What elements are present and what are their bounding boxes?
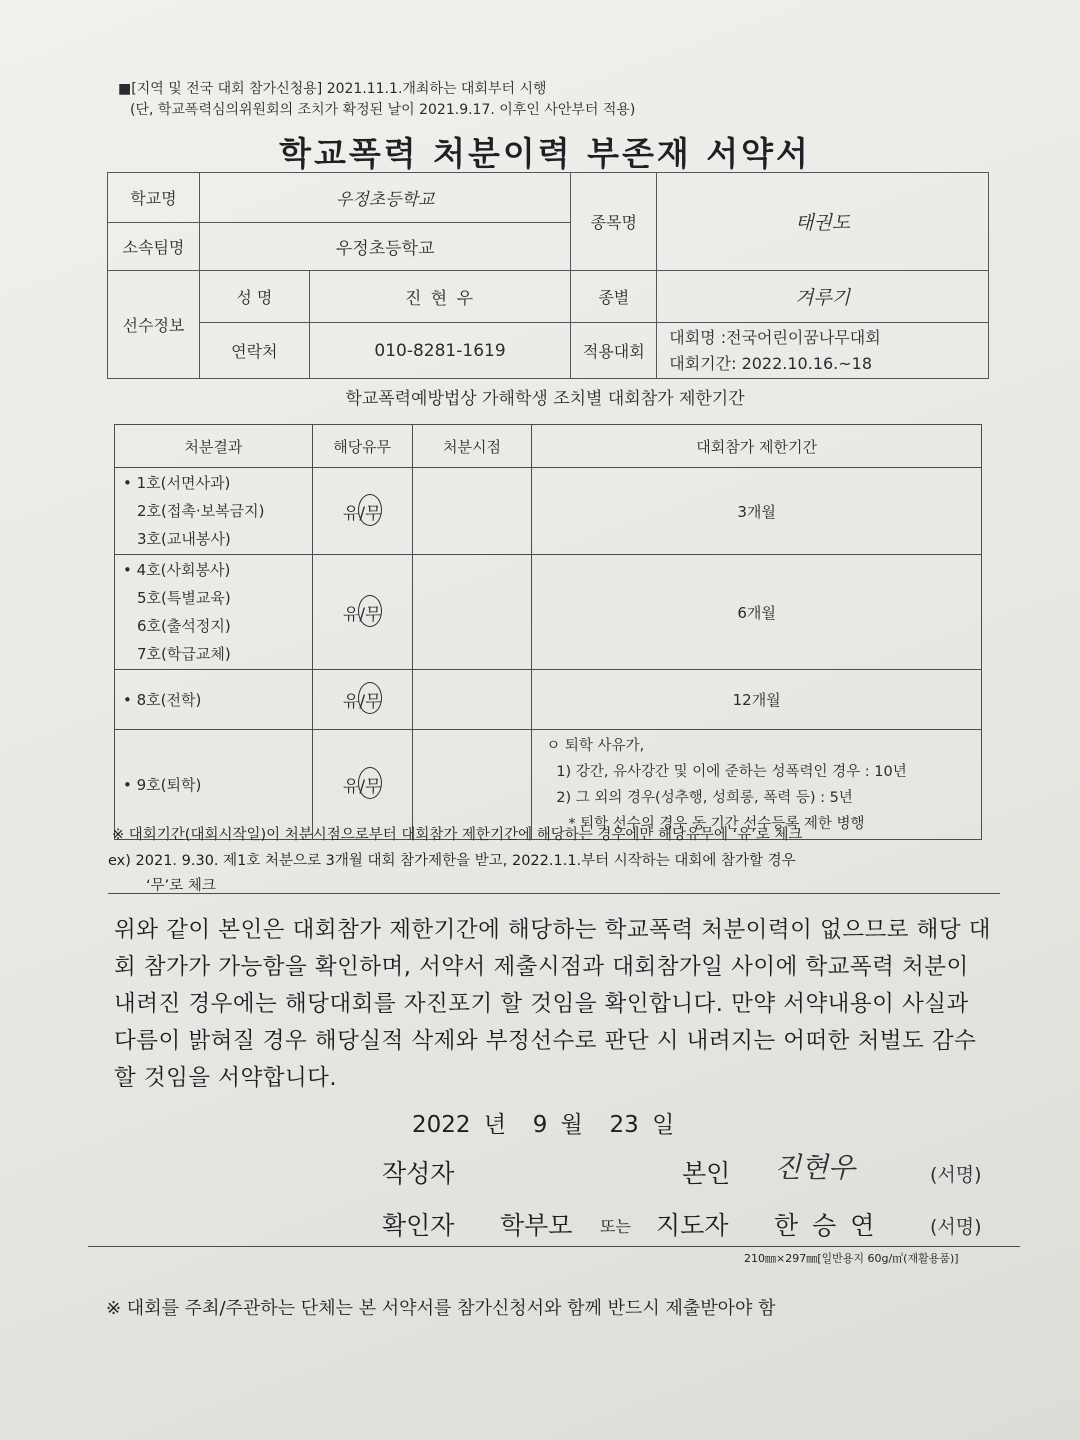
sanction-item: • 4호(사회봉사) bbox=[123, 561, 231, 579]
sanction-time-cell bbox=[412, 468, 532, 555]
competition-period: 대회기간: 2022.10.16.~18 bbox=[669, 353, 873, 373]
event-value: 겨루기 bbox=[657, 271, 989, 323]
self-label: 본인 bbox=[682, 1159, 731, 1188]
yes-no-text: 유/무 bbox=[342, 503, 382, 524]
period-line: * 퇴학 선수의 경우 동 기간 선수등록 제한 병행 bbox=[568, 815, 865, 832]
period-cell: 6개월 bbox=[532, 555, 982, 670]
coach-label: 지도자 bbox=[656, 1211, 729, 1240]
header-result: 처분결과 bbox=[115, 425, 313, 468]
sanction-heading: 학교폭력예방법상 가해학생 조치별 대회참가 제한기간 bbox=[345, 389, 745, 409]
writer-label: 작성자 bbox=[382, 1159, 455, 1188]
team-value: 우정초등학교 bbox=[199, 223, 570, 271]
applicable-mark bbox=[312, 555, 412, 670]
applicable-mark bbox=[312, 670, 412, 730]
period-line: 2) 그 외의 경우(성추행, 성희롱, 폭력 등) : 5년 bbox=[556, 789, 853, 806]
or-label: 또는 bbox=[600, 1217, 631, 1236]
footnote-1: ※ 대회기간(대회시작일)이 처분시점으로부터 대회참가 제한기간에 해당하는 경우에만 해당유무에 ‘유’로 체크 bbox=[112, 827, 803, 843]
yes-no-text: 유/무 bbox=[342, 777, 382, 797]
confirmer-label: 확인자 bbox=[382, 1211, 455, 1240]
date-day: 23 bbox=[609, 1112, 639, 1138]
divider bbox=[108, 893, 1000, 894]
sanction-item: 2호(접촉·보복금지) bbox=[137, 502, 265, 520]
document-title: 학교폭력 처분이력 부존재 서약서 bbox=[279, 134, 811, 173]
coach-stamp: (서명) bbox=[930, 1216, 982, 1238]
self-stamp: (서명) bbox=[930, 1164, 982, 1186]
paper-spec: 210㎜×297㎜[일반용지 60g/㎡(재활용품)] bbox=[744, 1252, 959, 1265]
period-line: 1) 강간, 유사강간 및 이에 준하는 성폭력인 경우 : 10년 bbox=[556, 763, 907, 780]
school-value: 우정초등학교 bbox=[199, 173, 570, 223]
contact-label: 연락처 bbox=[199, 323, 309, 379]
player-info-table bbox=[107, 172, 989, 379]
date-month: 9 bbox=[532, 1112, 548, 1138]
yes-no-text: 유/무 bbox=[342, 692, 382, 712]
period-cell: 12개월 bbox=[532, 670, 982, 730]
name-label: 성 명 bbox=[199, 271, 309, 323]
sanction-item: • 9호(퇴학) bbox=[123, 775, 202, 794]
circle-mark bbox=[358, 494, 382, 526]
sanction-item: • 1호(서면사과) bbox=[123, 474, 231, 492]
header-time: 처분시점 bbox=[412, 425, 532, 468]
pledge-text: 위와 같이 본인은 대회참가 제한기간에 해당하는 학교폭력 처분이력이 없으므로 해당 대회 참가가 가능함을 확인하며, 서약서 제출시점과 대회참가일 사이에 학교폭력 처분이 내려진 경우에는 해당대회를 자진포기 할 것임을 확인합니다. 만약 서약내용이 사실과 다름이 밝혀질 경우 해당실적 삭제와 부정선수로 판단 시 내려지는 어떠한 처벌도 감수할 것임을 서약합니다. bbox=[114, 917, 991, 1091]
table-row bbox=[115, 555, 313, 670]
notice-line-2: (단, 학교폭력심의위원회의 조치가 확정된 날이 2021.9.17. 이후인 사안부터 적용) bbox=[130, 102, 636, 118]
school-label: 학교명 bbox=[108, 173, 200, 223]
header-period: 대회참가 제한기간 bbox=[532, 425, 982, 468]
competition-info bbox=[657, 323, 989, 379]
contact-value: 010-8281-1619 bbox=[309, 323, 571, 379]
notice-line-1: ■[지역 및 전국 대회 참가신청용] 2021.11.1.개최하는 대회부터 시행 bbox=[118, 81, 547, 97]
date-month-label: 월 bbox=[560, 1112, 583, 1138]
circle-mark bbox=[358, 682, 382, 714]
period-cell: 3개월 bbox=[532, 468, 982, 555]
date-day-label: 일 bbox=[652, 1112, 675, 1138]
sanction-item: 6호(출석정지) bbox=[137, 617, 231, 635]
sanction-time-cell bbox=[412, 555, 532, 670]
applied-comp-label: 적용대회 bbox=[571, 323, 657, 379]
footnote-3: ‘무’로 체크 bbox=[146, 878, 216, 894]
sport-label: 종목명 bbox=[571, 173, 657, 271]
sanction-time-cell bbox=[412, 670, 532, 730]
sanction-item: 3호(교내봉사) bbox=[137, 530, 231, 548]
circle-mark bbox=[358, 595, 382, 627]
event-label: 종별 bbox=[571, 271, 657, 323]
circle-mark bbox=[358, 767, 382, 799]
pledge-date bbox=[412, 1106, 674, 1139]
name-value: 진 현 우 bbox=[309, 271, 571, 323]
divider bbox=[88, 1246, 1020, 1247]
date-year: 2022 bbox=[412, 1112, 471, 1138]
period-line: ㅇ 퇴학 사유가, bbox=[546, 737, 645, 754]
header-applicable: 해당유무 bbox=[312, 425, 412, 468]
parent-label: 학부모 bbox=[500, 1211, 573, 1240]
competition-name: 대회명 :전국어린이꿈나무대회 bbox=[669, 327, 881, 347]
sport-value: 태권도 bbox=[657, 173, 989, 271]
sanction-item: 5호(특별교육) bbox=[137, 589, 231, 607]
player-info-label: 선수정보 bbox=[108, 271, 200, 379]
date-year-label: 년 bbox=[483, 1112, 507, 1138]
self-signature: 진현우 bbox=[774, 1151, 856, 1184]
applicable-mark bbox=[312, 468, 412, 555]
coach-name: 한 승 연 bbox=[774, 1211, 878, 1240]
sanction-item: 7호(학급교체) bbox=[137, 645, 231, 663]
sanction-table bbox=[114, 424, 982, 840]
table-row bbox=[115, 468, 313, 555]
team-label: 소속팀명 bbox=[108, 223, 200, 271]
footnote-2: ex) 2021. 9.30. 제1호 처분으로 3개월 대회 참가제한을 받고, 2022.1.1.부터 시작하는 대회에 참가할 경우 bbox=[108, 853, 796, 869]
sanction-item: • 8호(전학) bbox=[123, 690, 202, 709]
table-row bbox=[115, 670, 313, 730]
yes-no-text: 유/무 bbox=[342, 604, 382, 625]
bottom-notice: ※ 대회를 주최/주관하는 단체는 본 서약서를 참가신청서와 함께 반드시 제출받아야 함 bbox=[106, 1298, 776, 1319]
